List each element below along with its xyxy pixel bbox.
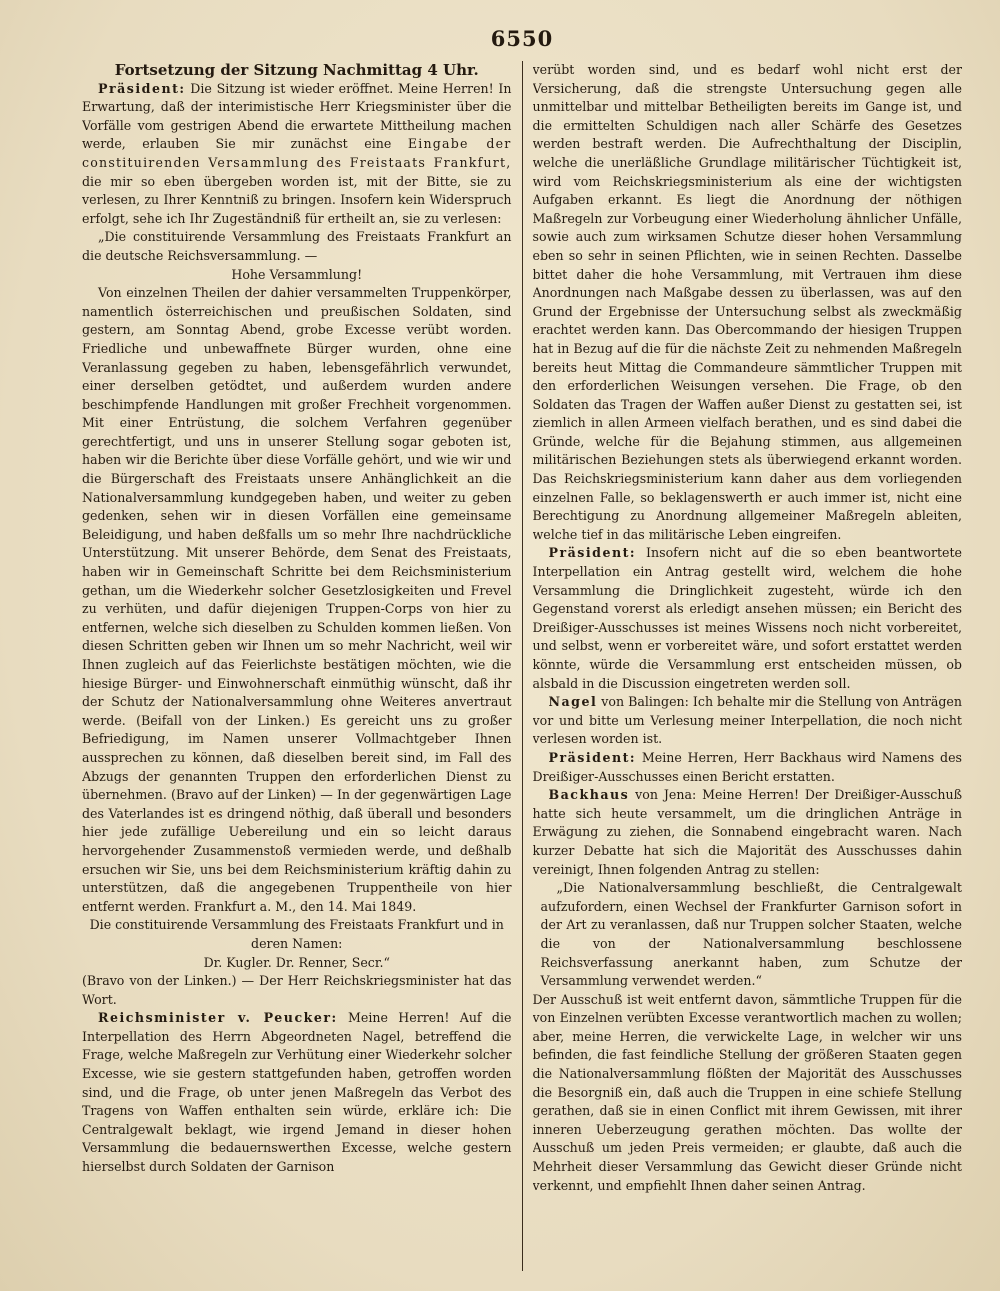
paragraph: Nagel von Balingen: Ich behalte mir die Stellung von Anträgen vor und bitte um Verlesung meiner Interpellation, die noch nicht verlesen worden ist. bbox=[532, 694, 962, 747]
speaker-name: Präsident: bbox=[548, 545, 637, 561]
paragraph: Die constituirende Versammlung des Freistaats Frankfurt und in deren Namen: bbox=[89, 917, 504, 951]
speaker-name: Präsident: bbox=[548, 749, 637, 765]
speaker-name: Reichsminister v. Peucker: bbox=[98, 1010, 338, 1026]
speaker-name: Präsident: bbox=[98, 80, 186, 96]
section-heading: Fortsetzung der Sitzung Nachmittag 4 Uhr. bbox=[114, 61, 479, 79]
speaker-name: Nagel bbox=[548, 694, 598, 710]
paragraph: Präsident: Meine Herren, Herr Backhaus wird Namens des Dreißiger-Ausschusses einen Bericht erstatten. bbox=[532, 749, 962, 784]
paragraph: Von einzelnen Theilen der dahier versammelten Truppenkörper, namentlich österreichischen und preußischen Soldaten, sind gestern, am Sonntag Abend, grobe Excesse verübt worden. Friedliche und unbewaffnete Bürger wurden, ohne eine Veranlassung gegeben zu haben, lebensgefährlich verwundet, einer derselben getödtet, und außerdem wurden andere beschimpfende Handlungen mit großer Frechheit vorgenommen. Mit einer Entrüstung, die solchem Verfahren gegenüber gerechtfertigt, und uns in unserer Stellung sogar geboten ist, haben wir die Berichte über diese Vorfälle gehört, und wie wir und die Bürgerschaft des Freistaats unsere Anhänglichkeit an die Nationalversammlung kundgegeben haben, und weiter zu geben gedenken, sehen wir in diesen Vorfällen eine gemeinsame Beleidigung, und haben deßfalls um so mehr Ihre nachdrückliche Unterstützung. Mit unserer Behörde, dem Senat des Freistaats, haben wir in Gemeinschaft Schritte bei dem Reichsministerium gethan, um die Wiederkehr solcher Gesetzlosigkeiten und Frevel zu verhüten, und dafür diejenigen Truppen-Corps von hier zu entfernen, welche sich dieselben zu Schulden kommen ließen. Von diesen Schritten geben wir Ihnen um so mehr Nachricht, weil wir Ihnen zugleich auf das Feierlichste bestätigen möchten, wie die hiesige Bürger- und Einwohnerschaft einmüthig wünscht, daß ihr der Schutz der Nationalversammlung ohne Weiteres anvertraut werde. (Beifall von der Linken.) Es gereicht uns zu großer Befriedigung, im Namen unserer Vollmachtgeber Ihnen aussprechen zu können, daß dieselben bereit sind, im Fall des Abzugs der genannten Truppen den erforderlichen Dienst zu übernehmen. (Bravo auf der Linken) — In der gegenwärtigen Lage des Vaterlandes ist es dringend nöthig, daß überall und besonders hier jede zufällige Uebereilung und ein so leicht daraus hervorgehender Zusammenstoß vermieden werde, und deßhalb ersuchen wir Sie, uns bei dem Reichsministerium kräftig dahin zu unterstützen, daß die angegebenen Truppentheile von hier entfernt werden. Frankfurt a. M., den 14. Mai 1849. bbox=[82, 285, 512, 914]
paragraph: Präsident: Insofern nicht auf die so eben beantwortete Interpellation ein Antrag gestellt wird, welchem die hohe Versammlung die Dringlichkeit zugesteht, würde ich den Gegenstand vorerst als erledigt ansehen müssen; ein Bericht des Dreißiger-Ausschusses ist meines Wissens noch nicht vorbereitet, und selbst, wenn er vorbereitet wäre, und sofort erstattet werden könnte, würde die Versammlung erst entscheiden müssen, ob alsbald in die Discussion eingetreten werden soll. bbox=[532, 545, 962, 691]
paragraph: (Bravo von der Linken.) — Der Herr Reichskriegsminister hat das Wort. bbox=[82, 973, 512, 1007]
paragraph: verübt worden sind, und es bedarf wohl nicht erst der Versicherung, daß die strengste Untersuchung gegen alle unmittelbar und mittelbar Betheiligten bereits im Gange ist, und die ermittelten Schuldigen nach aller Schärfe des Gesetzes werden bestraft werden. Die Aufrechthaltung der Disciplin, welche die unerläßliche Grundlage militärischer Tüchtigkeit ist, wird vom Reichskriegsministerium als eine der wichtigsten Aufgaben erkannt. Es liegt die Anordnung der nöthigen Maßregeln zur Vorbeugung einer Wiederholung ähnlicher Unfälle, sowie auch zum wirksamen Schutze dieser hohen Versammlung eben so sehr in seinen Pflichten, wie in seinen Rechten. Dasselbe bittet daher die hohe Versammlung, mit Vertrauen ihm diese Anordnungen nach Maßgabe dessen zu überlassen, was auf den Grund der Ergebnisse der Untersuchung selbst als zweckmäßig erachtet werden kann. Das Obercommando der hiesigen Truppen hat in Bezug auf die für die nächste Zeit zu nehmenden Maßregeln bereits heut Mittag die Commandeure sämmtlicher Truppen mit den erforderlichen Weisungen versehen. Die Frage, ob den Soldaten das Tragen der Waffen außer Dienst zu gestatten sei, ist ziemlich in allen Armeen vielfach berathen, und es sind dabei die Gründe, welche für die Bejahung stimmen, aus allgemeinen militärischen Beziehungen stets als überwiegend erkannt worden. Das Reichskriegsministerium kann daher aus dem vorliegenden einzelnen Falle, so beklagenswerth er auch immer ist, nicht eine Berechtigung zu Anordnung allgemeiner Maßregeln ableiten, welche tief in das militärische Leben eingreifen. bbox=[532, 62, 962, 542]
speaker-name: Backhaus bbox=[548, 787, 630, 803]
page-number: 6550 bbox=[490, 26, 554, 51]
columns bbox=[82, 61, 962, 1271]
paragraph: „Die constituirende Versammlung des Freistaats Frankfurt an die deutsche Reichsversammlung. — bbox=[82, 229, 512, 263]
paragraph: Präsident: Die Sitzung ist wieder eröffnet. Meine Herren! In Erwartung, daß der interimistische Herr Kriegsminister über die Vorfälle vom gestrigen Abend die erwartete Mittheilung machen werde, erlauben Sie mir zunächst eine Eingabe der constituirenden Versammlung des Freistaats Frankfurt, die mir so eben übergeben worden ist, mit der Bitte, sie zu verlesen, zu Ihrer Kenntniß zu bringen. Insofern kein Widerspruch erfolgt, sehe ich Ihr Zugeständniß für ertheilt an, sie zu verlesen: bbox=[82, 80, 512, 226]
column-rule bbox=[522, 61, 523, 1271]
paragraph: Backhaus von Jena: Meine Herren! Der Dreißiger-Ausschuß hatte sich heute versammelt, um die dringlichen Anträge in Erwägung zu ziehen, die Sonnabend eingebracht waren. Nach kurzer Debatte hat sich die Majorität des Ausschusses dahin vereinigt, Ihnen folgenden Antrag zu stellen: bbox=[532, 787, 962, 877]
paragraph: Reichsminister v. Peucker: Meine Herren! Auf die Interpellation des Herrn Abgeordneten Nagel, betreffend die Frage, welche Maßregeln zur Verhütung einer Wiederkehr solcher Excesse, wie sie gestern stattgefunden haben, getroffen worden sind, und die Frage, ob unter jenen Maßregeln das Verbot des Tragens von Waffen enthalten sein würde, erkläre ich: Die Centralgewalt beklagt, wie irgend Jemand in dieser hohen Versammlung die bedauernswerthen Excesse, welche gestern hierselbst durch Soldaten der Garnison bbox=[82, 1010, 512, 1175]
signature-line: Dr. Kugler. Dr. Renner, Secr.“ bbox=[203, 954, 390, 970]
right-column bbox=[533, 61, 963, 1271]
paragraph: Der Ausschuß ist weit entfernt davon, sämmtliche Truppen für die von Einzelnen verübten Excesse verantwortlich machen zu wollen; aber, meine Herren, die verwickelte Lage, in welcher wir uns befinden, die fast feindliche Stellung der größeren Staaten gegen die Nationalversammlung flößten der Majorität des Ausschusses die Besorgniß ein, daß auch die Truppen in eine schiefe Stellung gerathen, daß sie in einen Conflict mit ihrem Gewissen, mit ihrer inneren Ueberzeugung gerathen möchten. Das wollte der Ausschuß um jeden Preis vermeiden; er glaubte, daß auch die Mehrheit dieser Versammlung das Gewicht dieser Gründe nicht verkennt, und empfiehlt Ihnen daher seinen Antrag. bbox=[532, 991, 962, 1193]
left-column bbox=[82, 61, 512, 1271]
paragraph: Hohe Versammlung! bbox=[231, 266, 363, 282]
quoted-motion: „Die Nationalversammlung beschließt, die Centralgewalt aufzufordern, einen Wechsel der Frankfurter Garnison sofort in der Art zu veranlassen, daß nur Truppen solcher Staaten, welche die von der Nationalversammlung beschlossene Reichsverfassung anerkannt haben, zum Schutze der Versammlung verwendet werden.“ bbox=[540, 880, 962, 989]
